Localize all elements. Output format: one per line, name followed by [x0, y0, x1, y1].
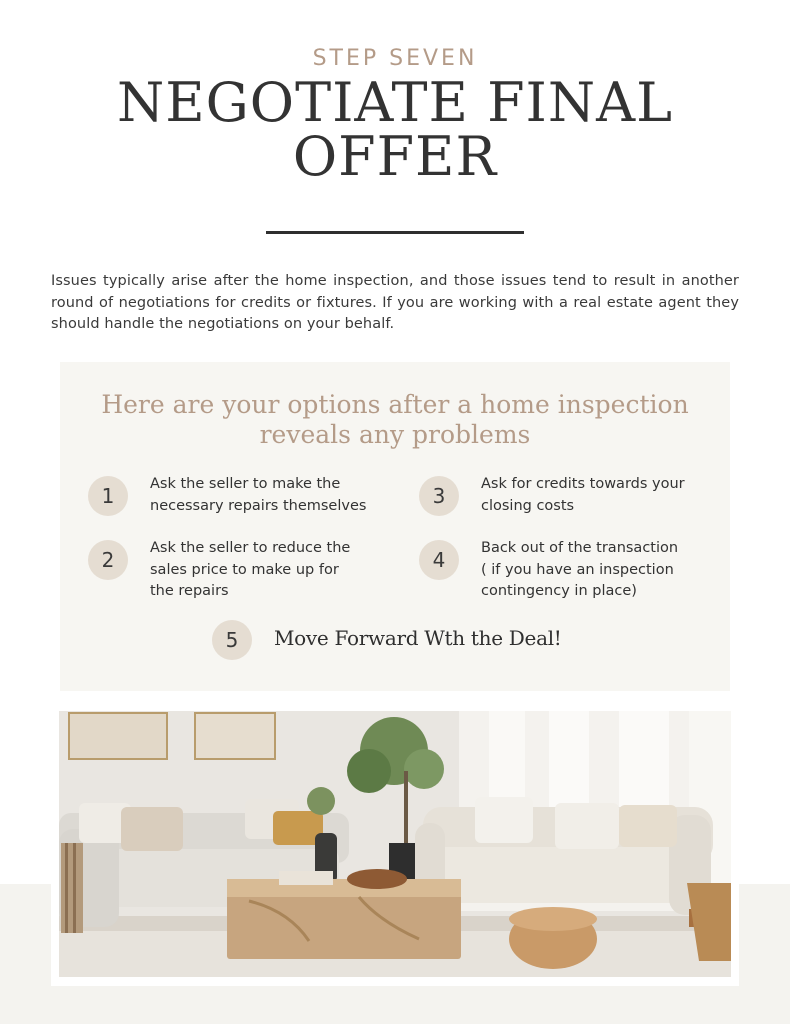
option-text-line: necessary repairs themselves [150, 497, 367, 514]
option-text-line: Ask the seller to make the [150, 476, 341, 492]
page-title-line2: OFFER [292, 125, 498, 188]
intro-line: another round of negotiations for credits or fixtures. If you are working with a real [51, 273, 739, 311]
option-text [481, 474, 685, 517]
option-text-line: closing costs [481, 497, 575, 514]
option-text-line: the repairs [150, 583, 229, 599]
intro-line: Issues typically arise after the home inspection, and those issues tend to result in [51, 273, 676, 289]
option-text [150, 474, 366, 517]
intro-paragraph [51, 271, 739, 336]
option-number-badge: 5 [212, 620, 252, 660]
option-number-badge: 1 [88, 476, 128, 516]
page-title [0, 71, 790, 188]
options-heading-line1: Here are your options after a home inspection [101, 390, 689, 419]
options-heading-line2: reveals any problems [259, 420, 531, 449]
option-number-badge: 4 [419, 540, 459, 580]
options-panel [60, 362, 730, 691]
living-room-photo [59, 711, 731, 977]
option-text-line: ( if you have an inspection [481, 561, 674, 578]
option-text-line: contingency in place) [481, 583, 637, 599]
option-text [481, 538, 678, 603]
option-text-line: Ask the seller to reduce the [150, 540, 351, 556]
option-text [150, 538, 350, 603]
options-heading [60, 390, 730, 450]
title-divider [266, 231, 524, 234]
option-text-line: Ask for credits towards your [481, 476, 685, 492]
option-number-badge: 2 [88, 540, 128, 580]
step-eyebrow: STEP SEVEN [312, 46, 478, 71]
option-text-line: Back out of the transaction [481, 540, 679, 556]
final-option-text: Move Forward Wth the Deal! [274, 626, 562, 650]
option-number-badge: 3 [419, 476, 459, 516]
option-text-line: sales price to make up for [150, 561, 339, 578]
intro-line: estate agent they should handle the negotiations on your behalf. [51, 294, 739, 332]
page-title-line1: NEGOTIATE FINAL [117, 71, 673, 134]
